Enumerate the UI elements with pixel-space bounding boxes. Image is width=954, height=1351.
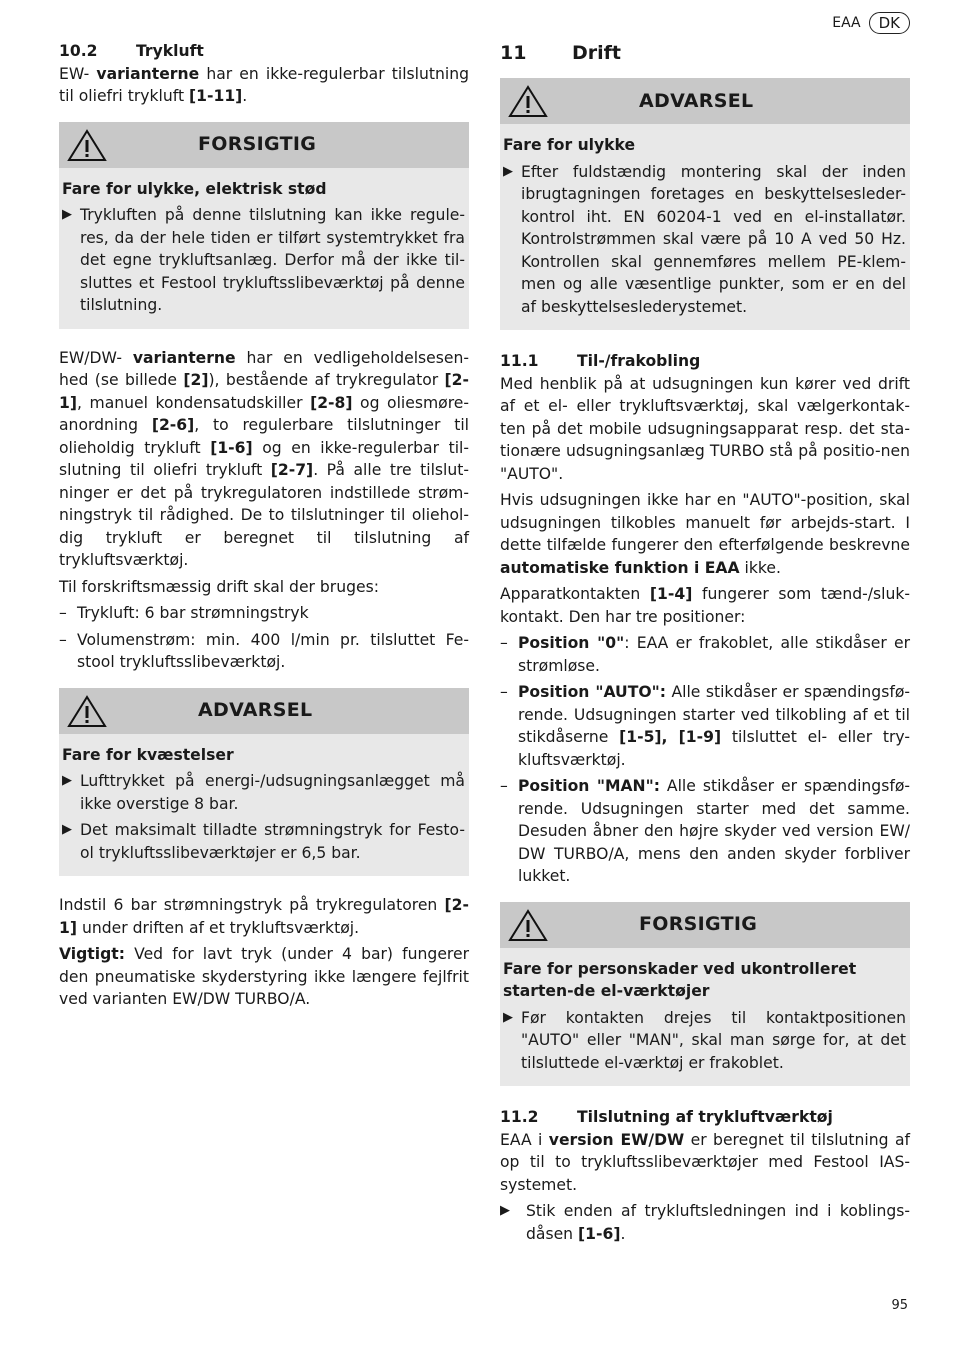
warning-triangle-icon xyxy=(67,129,107,162)
arrow-bullet-icon: ▶ xyxy=(500,1203,510,1218)
warning-title: ADVARSEL xyxy=(198,699,313,722)
paragraph-ewdw-version: EAA i version EW/DW er beregnet til tilslutning af op til to trykluftsslibeværktøjer med Festool IAS-systemet. xyxy=(500,1130,910,1194)
hazard-subtitle: Fare for ulykke xyxy=(503,136,636,154)
caution-box-electric xyxy=(59,122,469,329)
paragraph-switch: Apparatkontakten [1-4] fungerer som tænd-/sluk-kontakt. Den har tre positioner: xyxy=(500,585,910,626)
position-man-item: – Position "MAN": Alle stikdåser er spændingsfø-rende. Udsugningen starter med det samme. Desuden åbner den højre skyder ved version EW/ DW TURBO/A, mens den anden skyder forbliver lukket. xyxy=(500,777,910,885)
hazard-subtitle: Fare for ulykke, elektrisk stød xyxy=(62,179,327,198)
position-0-item: – Position "0": EAA er frakoblet, alle stikdåser er strømløse. xyxy=(500,634,910,675)
position-auto-item: – Position "AUTO": Alle stikdåser er spændingsfø-rende. Udsugningen starter ved tilkobling af et til stikdåserne [1-5], [1-9] tilsluttet el- eller try-kluftsværktøj. xyxy=(500,683,910,769)
paragraph-ew: EW- varianterne har en ikke-regulerbar tilslutning til oliefri trykluft [1-11]. xyxy=(59,64,469,105)
section-11-1-heading: 11.1 Til-/frakobling xyxy=(500,352,701,370)
arrow-bullet-icon: ▶ xyxy=(503,1009,513,1025)
paragraph-important: Vigtigt: Ved for lavt tryk (under 4 bar) fungerer den pneumatiske skyderstyring ikke længere fejlfrit ved varianten EW/DW TURBO/A. xyxy=(59,945,469,1008)
warning-triangle-icon xyxy=(508,909,548,942)
bullet-item: ▶ Efter fuldstændig montering skal der inden ibrugtagningen foretages en beskyttelsesleder-kontrol iht. EN 60204-1 ved en el-installatør. Kontrolstrømmen skal være på 10 A ved 50 Hz. Kontrollen skal gennemføres mellem PE-klem-men og alle væsentlige punkter, som er en del af beskyttelseslederystemet. xyxy=(503,161,906,319)
arrow-bullet-icon: ▶ xyxy=(62,207,72,222)
paragraph-set-pressure: Indstil 6 bar strømningstryk på trykregulatoren [2-1] under driften af et trykluftsværktøj. xyxy=(59,896,469,937)
section-11-2-heading: 11.2 Tilslutning af trykluftværktøj xyxy=(500,1108,833,1126)
dash-item: – Volumenstrøm: min. 400 l/min pr. tilsluttet Fe-stool trykluftsslibeværktøj. xyxy=(59,630,469,671)
hazard-subtitle: Fare for personskader ved ukontrolleret starten-de el-værktøjer xyxy=(503,959,857,1000)
caution-title: FORSIGTIG xyxy=(198,133,317,156)
caution-box-startup xyxy=(500,902,910,1087)
language-badge: DK xyxy=(869,12,910,34)
instruction-item: ▶ Stik enden af trykluftsledningen ind i koblings-dåsen [1-6]. xyxy=(500,1200,910,1245)
paragraph-no-auto: Hvis udsugningen ikke har en "AUTO"-position, skal udsugningen tilkobles manuelt før arbejds-start. I dette tilfælde fungerer den efterfølgende beskrevne automatiske funktion i EAA ikke. xyxy=(500,491,910,577)
bullet-item: ▶ Før kontakten drejes til kontaktpositionen "AUTO" eller "MAN", skal man sørge for, at det tilsluttede el-værktøj er frakoblet. xyxy=(503,1007,906,1075)
product-label: EAA xyxy=(832,15,861,31)
hazard-subtitle: Fare for kvæstelser xyxy=(62,745,234,764)
bullet-item: ▶ Trykluften på denne tilslutning kan ikke regule-res, da der hele tiden er tilført systemtrykket fra det egne trykluftsanlæg. Derfor må der ikke til-sluttes et Festool trykluftsslibeværktøj på denne tilslutning. xyxy=(62,204,465,317)
section-10-2-heading: 10.2 Trykluft xyxy=(59,42,204,60)
arrow-bullet-icon: ▶ xyxy=(62,822,72,837)
page-number: 95 xyxy=(891,1298,908,1313)
warning-box-injury xyxy=(59,688,469,877)
section-11-heading: 11 Drift xyxy=(500,42,622,64)
warning-triangle-icon xyxy=(508,85,548,118)
page-header xyxy=(832,12,910,34)
warning-box-accident xyxy=(500,78,910,330)
paragraph-auto: Med henblik på at udsugningen kun kører ved drift af et el- eller trykluftsværktøj, skal vælgerkontak-ten på det mobile udsugningsapparat resp. det sta-tionære udsugningsanlæg TURBO stå på positio-nen "AUTO". xyxy=(500,374,910,483)
warning-triangle-icon xyxy=(67,695,107,728)
caution-title: FORSIGTIG xyxy=(639,913,758,936)
paragraph-ewdw: EW/DW- varianterne har en vedligeholdelsesen-hed (se billede [2]), bestående af trykregulator [2-1], manuel kondensatudskiller [2-8] og oliesmøre-anordning [2-6], to regulerbare tilslutninger til olieholdig trykluft [1-6] og en ikke-regulerbar til-slutning til oliefri trykluft [2-7]. På alle tre tilslut-ninger er det på trykregulatoren indstillede strøm-ningstryk til rådighed. De to tilslutninger til oliehol-dig trykluft er beregnet til tilslutning af trykluftsværktøj. xyxy=(59,348,470,569)
bullet-item: ▶ Det maksimalt tilladte strømningstryk for Festo-ol trykluftsslibeværktøjer er 6,5 bar. xyxy=(62,819,465,864)
arrow-bullet-icon: ▶ xyxy=(503,163,513,179)
arrow-bullet-icon: ▶ xyxy=(62,773,72,788)
warning-title: ADVARSEL xyxy=(639,89,754,112)
left-column xyxy=(59,40,469,1015)
right-column xyxy=(500,40,910,1249)
bullet-item: ▶ Lufttrykket på energi-/udsugningsanlægget må ikke overstige 8 bar. xyxy=(62,770,465,815)
dash-item: – Trykluft: 6 bar strømningstryk xyxy=(59,604,309,622)
paragraph-requirements: Til forskriftsmæssig drift skal der bruges: xyxy=(59,577,379,596)
